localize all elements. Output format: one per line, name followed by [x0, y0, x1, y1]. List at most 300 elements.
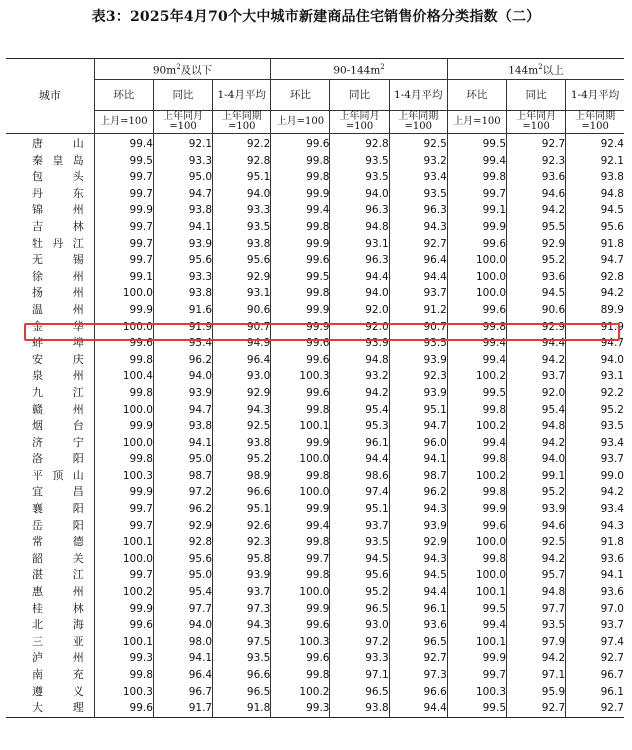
index-value: 97.2 [153, 484, 212, 501]
index-value: 94.9 [213, 335, 271, 352]
index-value: 96.6 [213, 667, 271, 684]
table-row [6, 584, 624, 601]
index-value: 95.0 [153, 169, 212, 186]
index-value: 100.0 [271, 584, 330, 601]
index-value: 99.6 [271, 650, 330, 667]
index-value: 99.9 [94, 202, 153, 219]
index-value: 94.7 [153, 402, 212, 419]
index-value: 99.0 [600, 469, 624, 482]
index-value: 99.1 [94, 269, 153, 286]
index-value: 94.0 [153, 368, 212, 385]
index-value: 94.4 [330, 269, 389, 286]
index-value: 93.1 [600, 370, 624, 383]
index-value: 93.8 [213, 435, 271, 452]
index-value: 99.3 [271, 700, 330, 717]
index-value: 97.1 [507, 667, 566, 684]
index-value: 99.7 [447, 667, 506, 684]
index-value: 95.6 [330, 567, 389, 584]
index-value: 93.4 [600, 436, 624, 449]
index-value: 99.4 [94, 134, 153, 153]
index-value: 95.1 [389, 402, 447, 419]
sub-header-2-0: 环比 [447, 80, 506, 111]
index-value: 94.7 [600, 254, 624, 267]
index-value: 97.4 [330, 484, 389, 501]
table-row [6, 368, 624, 385]
index-value: 94.3 [389, 501, 447, 518]
index-value: 99.8 [447, 484, 506, 501]
index-value: 93.0 [330, 617, 389, 634]
city-name: 丹东 [6, 186, 94, 203]
index-value: 99.9 [447, 501, 506, 518]
index-value: 99.9 [271, 236, 330, 253]
index-value: 92.9 [389, 534, 447, 551]
index-value: 99.9 [447, 650, 506, 667]
index-value: 94.5 [600, 204, 624, 217]
index-value: 100.1 [447, 634, 506, 651]
index-value: 93.8 [213, 236, 271, 253]
index-value: 95.6 [153, 252, 212, 269]
index-value: 94.7 [153, 186, 212, 203]
index-value: 96.7 [153, 684, 212, 701]
index-value: 99.5 [447, 601, 506, 618]
highlight-box [24, 323, 620, 341]
index-value: 93.6 [507, 269, 566, 286]
index-value: 100.0 [271, 484, 330, 501]
table-row [6, 667, 624, 684]
index-value: 93.1 [330, 236, 389, 253]
table-row [6, 567, 624, 584]
index-value: 94.1 [600, 569, 624, 582]
table-row [6, 700, 624, 717]
index-value: 97.1 [330, 667, 389, 684]
city-column-header: 城市 [6, 59, 94, 134]
city-name: 平顶山 [6, 468, 94, 485]
base-header-2-2: 上年同期=100 [566, 111, 624, 134]
base-header-1-1: 上年同月=100 [330, 111, 389, 134]
index-value: 99.9 [271, 435, 330, 452]
index-value: 99.1 [507, 468, 566, 485]
table-row [6, 153, 624, 170]
index-value: 92.7 [566, 700, 624, 717]
index-value: 95.6 [600, 220, 624, 233]
index-value: 100.1 [271, 418, 330, 435]
index-value: 93.3 [213, 202, 271, 219]
index-value: 99.5 [447, 385, 506, 402]
index-value: 99.4 [447, 335, 506, 352]
index-value: 99.9 [94, 601, 153, 618]
city-name: 赣州 [6, 402, 94, 419]
index-value: 92.1 [153, 134, 212, 153]
index-value: 94.0 [330, 186, 389, 203]
index-value: 96.5 [213, 684, 271, 701]
index-value: 93.6 [507, 169, 566, 186]
index-value: 96.0 [389, 435, 447, 452]
base-header-2-1: 上年同月=100 [507, 111, 566, 134]
index-value: 93.7 [389, 285, 447, 302]
index-value: 96.6 [389, 684, 447, 701]
index-value: 97.3 [213, 601, 271, 618]
table-row [6, 518, 624, 535]
index-value: 96.2 [389, 484, 447, 501]
index-value: 91.8 [600, 536, 624, 549]
city-name: 常德 [6, 534, 94, 551]
table-row [6, 484, 624, 501]
index-value: 93.6 [600, 552, 624, 565]
index-value: 94.2 [507, 650, 566, 667]
table-row [6, 385, 624, 402]
index-value: 95.6 [153, 551, 212, 568]
group-header-medium: $90-144m^2$ [271, 59, 448, 80]
index-value: 94.2 [507, 352, 566, 369]
index-value: 93.8 [153, 418, 212, 435]
index-value: 90.7 [213, 319, 271, 336]
index-value: 94.1 [153, 435, 212, 452]
index-value: 94.3 [213, 402, 271, 419]
table-title: 表3：2025年4月70个大中城市新建商品住宅销售价格分类指数（二） [91, 9, 541, 25]
city-name: 锦州 [6, 202, 94, 219]
table-row [6, 169, 624, 186]
index-value: 99.9 [271, 319, 330, 336]
city-name: 济宁 [6, 435, 94, 452]
sub-header-0-0: 环比 [94, 80, 153, 111]
index-value: 94.8 [330, 219, 389, 236]
index-value: 99.9 [271, 302, 330, 319]
index-value: 98.7 [153, 468, 212, 485]
table-row [6, 534, 624, 551]
index-value: 92.8 [330, 134, 389, 153]
table-row [6, 269, 624, 286]
index-value: 96.5 [330, 601, 389, 618]
index-value: 100.2 [447, 468, 506, 485]
index-value: 97.7 [153, 601, 212, 618]
index-value: 92.8 [213, 153, 271, 170]
index-value: 92.2 [213, 134, 271, 153]
city-name: 湛江 [6, 567, 94, 584]
index-value: 99.9 [447, 219, 506, 236]
index-value: 100.0 [94, 319, 153, 336]
index-value: 93.2 [389, 153, 447, 170]
index-value: 93.9 [507, 501, 566, 518]
index-value: 99.9 [271, 601, 330, 618]
index-value: 93.8 [153, 285, 212, 302]
index-value: 99.6 [271, 352, 330, 369]
index-value: 94.5 [507, 285, 566, 302]
index-value: 92.8 [600, 270, 624, 283]
index-value: 92.2 [600, 386, 624, 399]
index-value: 92.9 [507, 236, 566, 253]
table-row [6, 601, 624, 618]
city-name: 三亚 [6, 634, 94, 651]
city-name: 韶关 [6, 551, 94, 568]
index-value: 93.8 [330, 700, 389, 717]
index-value: 94.0 [600, 353, 624, 366]
index-value: 98.0 [153, 634, 212, 651]
index-value: 94.5 [389, 567, 447, 584]
index-value: 99.6 [271, 335, 330, 352]
group-header-large: $144m^2$以上 [447, 59, 624, 80]
index-value: 93.5 [389, 335, 447, 352]
table-row [6, 617, 624, 634]
index-value: 93.0 [213, 368, 271, 385]
index-value: 100.3 [271, 368, 330, 385]
index-value: 99.7 [94, 501, 153, 518]
index-value: 95.3 [330, 418, 389, 435]
index-value: 99.7 [447, 186, 506, 203]
index-value: 99.8 [271, 153, 330, 170]
index-value: 93.3 [153, 153, 212, 170]
index-value: 100.0 [94, 435, 153, 452]
index-value: 94.4 [389, 269, 447, 286]
index-value: 95.6 [213, 252, 271, 269]
index-value: 98.7 [389, 468, 447, 485]
index-value: 92.6 [213, 518, 271, 535]
index-value: 92.7 [507, 134, 566, 153]
index-value: 95.2 [213, 451, 271, 468]
table-row [6, 684, 624, 701]
price-index-table [6, 58, 624, 718]
index-value: 94.0 [330, 285, 389, 302]
index-value: 93.4 [389, 169, 447, 186]
base-header-1-0: 上月=100 [271, 111, 330, 134]
index-value: 94.3 [389, 219, 447, 236]
index-value: 92.0 [507, 385, 566, 402]
index-value: 99.8 [447, 451, 506, 468]
table-row [6, 285, 624, 302]
index-value: 99.8 [94, 451, 153, 468]
city-name: 桂林 [6, 601, 94, 618]
sub-header-0-2: 1-4月平均 [213, 80, 271, 111]
index-value: 95.2 [330, 584, 389, 601]
index-value: 93.5 [330, 534, 389, 551]
city-name: 泉州 [6, 368, 94, 385]
table-row [6, 219, 624, 236]
index-value: 94.2 [330, 385, 389, 402]
index-value: 92.5 [507, 534, 566, 551]
index-value: 92.3 [507, 153, 566, 170]
index-value: 94.8 [330, 352, 389, 369]
index-value: 94.7 [600, 337, 624, 350]
city-name: 烟台 [6, 418, 94, 435]
index-value: 99.8 [447, 319, 506, 336]
index-value: 100.0 [447, 252, 506, 269]
index-value: 99.1 [447, 202, 506, 219]
index-value: 93.7 [213, 584, 271, 601]
index-value: 93.4 [600, 503, 624, 516]
index-value: 100.4 [94, 368, 153, 385]
index-value: 92.0 [330, 302, 389, 319]
index-value: 96.5 [330, 684, 389, 701]
index-value: 96.2 [153, 352, 212, 369]
index-value: 99.5 [271, 269, 330, 286]
index-value: 95.7 [507, 567, 566, 584]
index-value: 96.4 [213, 352, 271, 369]
index-value: 94.1 [153, 219, 212, 236]
index-value: 99.6 [447, 518, 506, 535]
index-value: 99.8 [94, 352, 153, 369]
index-value: 99.3 [94, 650, 153, 667]
index-value: 99.9 [271, 501, 330, 518]
index-value: 99.8 [271, 468, 330, 485]
index-value: 99.8 [271, 219, 330, 236]
index-value: 94.4 [389, 700, 447, 717]
index-value: 93.5 [507, 617, 566, 634]
index-value: 96.3 [389, 202, 447, 219]
city-name: 秦皇岛 [6, 153, 94, 170]
base-header-0-2: 上年同期=100 [213, 111, 271, 134]
index-value: 91.9 [600, 320, 624, 333]
index-value: 99.6 [447, 302, 506, 319]
index-value: 97.5 [213, 634, 271, 651]
index-value: 93.8 [600, 171, 624, 184]
index-value: 95.9 [507, 684, 566, 701]
index-value: 94.0 [213, 186, 271, 203]
city-name: 泸州 [6, 650, 94, 667]
index-value: 94.2 [600, 287, 624, 300]
index-value: 96.3 [330, 252, 389, 269]
index-value: 95.1 [213, 501, 271, 518]
index-value: 99.4 [271, 202, 330, 219]
city-name: 宜昌 [6, 484, 94, 501]
index-value: 92.9 [213, 269, 271, 286]
base-header-2-0: 上月=100 [447, 111, 506, 134]
index-value: 94.2 [507, 551, 566, 568]
index-value: 93.7 [600, 453, 624, 466]
index-value: 93.3 [153, 269, 212, 286]
index-value: 99.8 [271, 285, 330, 302]
base-header-0-0: 上月=100 [94, 111, 153, 134]
index-value: 94.6 [507, 186, 566, 203]
index-value: 99.7 [94, 169, 153, 186]
index-value: 93.1 [213, 285, 271, 302]
sub-header-0-1: 同比 [153, 80, 212, 111]
index-value: 96.1 [600, 685, 624, 698]
table-row [6, 468, 624, 485]
index-value: 95.8 [213, 551, 271, 568]
index-value: 99.4 [447, 617, 506, 634]
index-value: 94.4 [507, 335, 566, 352]
index-value: 99.8 [447, 402, 506, 419]
index-value: 93.9 [153, 385, 212, 402]
index-value: 95.1 [330, 501, 389, 518]
table-row [6, 501, 624, 518]
table-row [6, 202, 624, 219]
index-value: 99.6 [271, 252, 330, 269]
index-value: 91.9 [153, 319, 212, 336]
index-value: 99.9 [94, 484, 153, 501]
index-value: 99.5 [447, 134, 506, 153]
table-row [6, 352, 624, 369]
table-row [6, 134, 624, 153]
table-row [6, 634, 624, 651]
index-value: 95.4 [330, 402, 389, 419]
table-row [6, 186, 624, 203]
index-value: 92.7 [389, 650, 447, 667]
index-value: 99.9 [271, 186, 330, 203]
index-value: 99.4 [447, 153, 506, 170]
index-value: 100.2 [447, 418, 506, 435]
index-value: 92.7 [507, 700, 566, 717]
city-name: 蚌埠 [6, 335, 94, 352]
index-value: 96.5 [389, 634, 447, 651]
index-value: 97.4 [600, 635, 624, 648]
index-value: 92.8 [153, 534, 212, 551]
index-value: 93.5 [330, 169, 389, 186]
city-name: 大理 [6, 700, 94, 717]
index-value: 100.1 [94, 534, 153, 551]
city-name: 九江 [6, 385, 94, 402]
index-value: 96.1 [330, 435, 389, 452]
index-value: 93.9 [389, 518, 447, 535]
index-value: 95.0 [153, 567, 212, 584]
index-value: 93.9 [389, 385, 447, 402]
sub-header-1-2: 1-4月平均 [389, 80, 447, 111]
city-name: 金华 [6, 319, 94, 336]
sub-header-1-0: 环比 [271, 80, 330, 111]
city-name: 安庆 [6, 352, 94, 369]
index-value: 94.0 [153, 617, 212, 634]
table-row [6, 402, 624, 419]
city-name: 牡丹江 [6, 236, 94, 253]
city-name: 襄阳 [6, 501, 94, 518]
index-value: 100.2 [271, 684, 330, 701]
table-row [6, 302, 624, 319]
city-name: 惠州 [6, 584, 94, 601]
index-value: 94.6 [507, 518, 566, 535]
index-value: 94.8 [507, 418, 566, 435]
index-value: 92.0 [330, 319, 389, 336]
city-name: 无锡 [6, 252, 94, 269]
index-value: 99.5 [447, 700, 506, 717]
index-value: 92.7 [389, 236, 447, 253]
index-value: 92.3 [213, 534, 271, 551]
index-value: 91.2 [389, 302, 447, 319]
index-value: 90.6 [507, 302, 566, 319]
index-value: 99.8 [447, 551, 506, 568]
index-value: 94.3 [213, 617, 271, 634]
base-header-0-1: 上年同月=100 [153, 111, 212, 134]
index-value: 100.0 [94, 285, 153, 302]
index-value: 98.9 [213, 468, 271, 485]
index-value: 100.2 [94, 584, 153, 601]
index-value: 94.2 [600, 486, 624, 499]
city-name: 岳阳 [6, 518, 94, 535]
index-value: 99.4 [271, 518, 330, 535]
index-value: 93.9 [389, 352, 447, 369]
index-value: 100.1 [447, 584, 506, 601]
index-value: 96.7 [600, 669, 624, 681]
index-value: 94.4 [389, 584, 447, 601]
index-value: 97.9 [507, 634, 566, 651]
index-value: 90.7 [389, 319, 447, 336]
index-value: 99.9 [94, 418, 153, 435]
index-value: 100.0 [94, 402, 153, 419]
city-name: 包头 [6, 169, 94, 186]
index-value: 93.8 [153, 202, 212, 219]
index-value: 92.3 [389, 368, 447, 385]
index-value: 95.2 [507, 484, 566, 501]
index-value: 99.8 [94, 385, 153, 402]
index-value: 95.2 [600, 403, 624, 416]
index-value: 99.7 [94, 236, 153, 253]
sub-header-2-1: 同比 [507, 80, 566, 111]
index-value: 96.4 [153, 667, 212, 684]
index-value: 93.7 [330, 518, 389, 535]
index-value: 99.5 [94, 153, 153, 170]
city-name: 洛阳 [6, 451, 94, 468]
index-value: 94.8 [507, 584, 566, 601]
sub-header-1-1: 同比 [330, 80, 389, 111]
index-value: 94.2 [507, 435, 566, 452]
